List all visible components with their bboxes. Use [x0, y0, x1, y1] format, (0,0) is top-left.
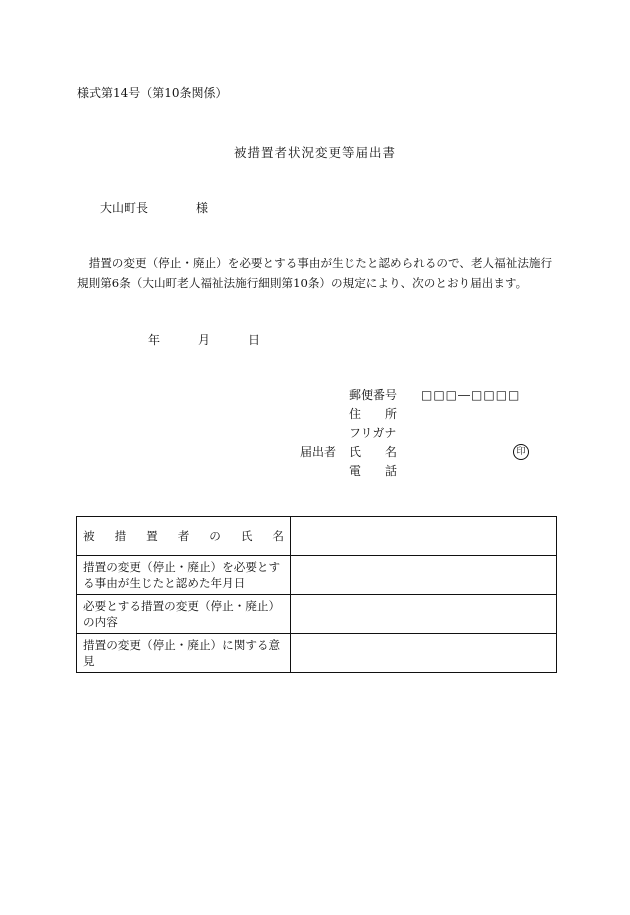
address-label: 住 所: [349, 407, 397, 421]
table-row: [77, 634, 557, 673]
subject-name-label: 被措置者の氏名: [83, 529, 284, 543]
table-row: [77, 595, 557, 634]
addressee-name: 大山町長: [100, 201, 149, 215]
reason-date-field[interactable]: [291, 556, 557, 595]
document-title: 被措置者状況変更等届出書: [233, 145, 396, 160]
phone-label: 電 話: [349, 464, 397, 478]
opinion-label: 措置の変更（停止・廃止）に関する意見: [77, 634, 291, 673]
date-year: 年: [148, 333, 161, 347]
body-line-2: 規則第6条（大山町老人福祉法施行細則第10条）の規定により、次のとおり届出ます。: [77, 276, 528, 290]
details-table: [76, 516, 557, 673]
change-content-label: 必要とする措置の変更（停止・廃止）の内容: [77, 595, 291, 634]
furigana-label: フリガナ: [349, 426, 397, 440]
form-number: 様式第14号（第10条関係）: [77, 86, 228, 100]
addressee-honorific: 様: [196, 201, 209, 215]
postal-code-field[interactable]: □□□―□□□□: [421, 388, 521, 402]
date-month: 月: [198, 333, 211, 347]
body-text: [77, 253, 557, 293]
change-content-field[interactable]: [291, 595, 557, 634]
date-day: 日: [248, 333, 261, 347]
date-line: [148, 331, 298, 348]
subject-name-field[interactable]: [291, 517, 557, 556]
reason-date-label: 措置の変更（停止・廃止）を必要とする事由が生じたと認めた年月日: [77, 556, 291, 595]
postal-label: 郵便番号: [349, 388, 398, 402]
table-row: [77, 556, 557, 595]
seal-mark: 印: [513, 444, 529, 460]
body-line-1: 措置の変更（停止・廃止）を必要とする事由が生じたと認められるので、老人福祉法施行: [77, 256, 553, 270]
name-label: 氏 名: [349, 445, 397, 459]
table-label-cell: [77, 517, 291, 556]
opinion-field[interactable]: [291, 634, 557, 673]
table-row: [77, 517, 557, 556]
applicant-role-label: 届出者: [300, 445, 337, 459]
addressee: [100, 199, 208, 216]
